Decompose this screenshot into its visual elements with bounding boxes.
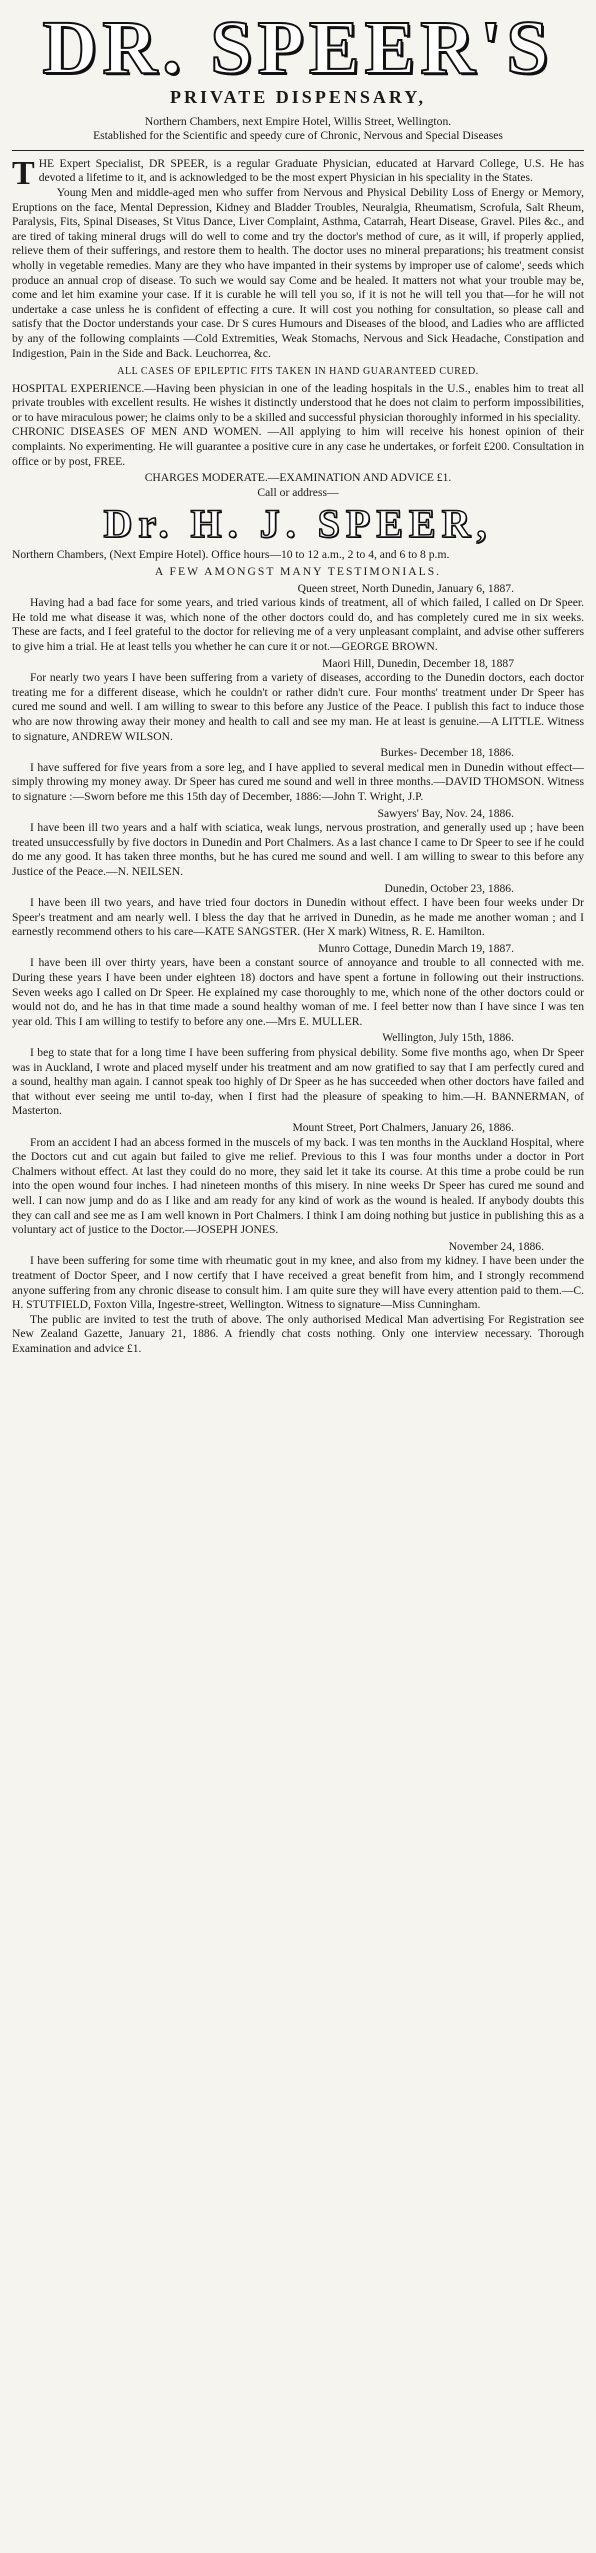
intro-paragraph: HE Expert Specialist, DR SPEER, is a regular Graduate Physician, educated at Harvard College, U.S. He has devoted a lifetime to it, and is acknowledged to be the most expert Physician in his speciality in the States. [38, 156, 584, 185]
closing-paragraph: The public are invited to test the truth of above. The only authorised Medical Man advertising For Registration see New Zealand Gazette, January 21, 1886. A friendly chat costs nothing. Only one interview necessary. Thorough Examination and advice £1. [12, 1312, 584, 1355]
doctor-name: Dr. H. J. SPEER, [103, 501, 493, 547]
testimonial-text: I have been ill two years, and have tried four doctors in Dunedin without effect. I have been four weeks under Dr Speer's treatment and am nearly well. I bless the day that he arrived in Dunedin, as he made me another woman ; and I earnestly recommend others to his care—KATE SANGSTER. (Her X mark) Witness, R. E. Hamilton. [12, 896, 584, 939]
chronic-diseases: CHRONIC DISEASES OF MEN AND WOMEN. —All applying to him will receive his honest opinion of their complaints. No experimenting. He will guarantee a positive cure in any case he undertakes, or forfeit £200. Consultation in office or by post, FREE. [12, 425, 584, 468]
address-line-1: Northern Chambers, next Empire Hotel, Willis Street, Wellington. [144, 114, 452, 128]
testimonial-dateline: Mount Street, Port Chalmers, January 26, 1886. [292, 1121, 514, 1134]
testimonial-dateline: Wellington, July 15th, 1886. [382, 1031, 514, 1045]
epileptic-note: ALL CASES OF EPILEPTIC FITS TAKEN IN HAND GUARANTEED CURED. [117, 366, 479, 378]
intro-section [12, 154, 584, 361]
hospital-experience: HOSPITAL EXPERIENCE.—Having been physician in one of the leading hospitals in the U.S., enables him to treat all private troubles with excellent results. He wishes it distinctly understood that he does not claim to perform impossibilities, or to have miraculous power; he claims only to be a skilled and successful physician thoroughly informed in his speciality. [12, 381, 584, 424]
testimonials-heading: A FEW AMONGST MANY TESTIMONIALS. [154, 565, 442, 579]
call-or-address: Call or address— [257, 485, 339, 499]
office-hours: Northern Chambers, (Next Empire Hotel). Office hours—10 to 12 a.m., 2 to 4, and 6 to 8 p.m. [12, 548, 450, 562]
drop-cap: T [12, 154, 35, 192]
testimonial-dateline: Burkes- December 18, 1886. [380, 746, 514, 760]
advert-subtitle: PRIVATE DISPENSARY, [169, 87, 427, 107]
testimonial-text: I have been suffering for some time with rheumatic gout in my knee, and also from my kidney. I have been under the treatment of Doctor Speer, and I now certify that I have received a great benefit from him, and I strongly recommend anyone suffering from any chronic disease to consult him. I am quite sure they will have every attention paid to them.—C. H. STUTFIELD, Foxton Villa, Ingestre-street, Wellington. Witness to signature—Miss Cunningham. [12, 1254, 584, 1312]
testimonial-text: From an accident I had an abcess formed in the muscels of my back. I was ten months in the Auckland Hospital, where the Doctors cut and cut again but failed to give me relief. Previous to this I was four months under a doctor in Port Chalmers without effect. At last they could do no more, they said let it take its course. At this time a probe could be run into the open wound four inches. I had nineteen months of this misery. In nine weeks Dr Speer has cured me sound and well. I can now jump and do as I like and am ready for any kind of work as the wound is healed. If anybody doubts this they can call and see me as I am well known in Port Chalmers. I think I am doing nothing but justice in publishing this as a voluntary act of justice to the Doctor.—JOSEPH JONES. [12, 1135, 584, 1237]
address-line-2: Established for the Scientific and speedy cure of Chronic, Nervous and Special Diseases [93, 129, 503, 143]
testimonial-dateline: Queen street, North Dunedin, January 6, 1887. [297, 581, 514, 595]
divider-rule [12, 150, 584, 151]
testimonial-dateline: Munro Cottage, Dunedin March 19, 1887. [318, 941, 514, 955]
testimonial-text: I have been ill two years and a half with sciatica, weak lungs, nervous prostration, and generally used up ; have been treated unsuccessfully by five doctors in Dunedin and Port Chalmers. As a last chance I came to Dr Speer to see if he could do me any good. It has taken three months, but he has cured me sound and well. I am willing to swear to this before any Justice of the Peace.—N. NEILSEN. [12, 821, 584, 878]
testimonial-dateline: November 24, 1886. [448, 1239, 544, 1253]
charges-line: CHARGES MODERATE.—EXAMINATION AND ADVICE £1. [144, 471, 452, 485]
testimonial-text: I have been ill over thirty years, have been a constant source of annoyance and trouble to all connected with me. During these years I have been under eighteen 18) doctors and have spent a fortune in following out their instructions. Seven weeks ago I called on Dr Speer. He explained my case thoroughly to me, which none of the other doctors could or would not do, and he has in that time made a sound healthy woman of me. I feel better now than I have since I was ten year old. This I am willing to testify to before any one.—Mrs E. MULLER. [12, 956, 584, 1028]
testimonial-dateline: Maori Hill, Dunedin, December 18, 1887 [322, 656, 514, 670]
testimonial-text: I beg to state that for a long time I have been suffering from physical debility. Some five months ago, when Dr Speer was in Auckland, I wrote and placed myself under his treatment and am now gratified to say that I am perfectly cured and a sound, healthy man again. I cannot speak too highly of Dr Speer as he has succeeded when other doctors have failed and that without ever seeing me until to-day, when I first had the pleasure of speaking to him.—H. BANNERMAN, of Masterton. [12, 1046, 584, 1118]
testimonial-dateline: Sawyers' Bay, Nov. 24, 1886. [377, 806, 514, 820]
advert-title: DR. SPEER'S [42, 6, 554, 90]
testimonial-text: I have suffered for five years from a sore leg, and I have applied to several medical men in Dunedin without effect—simply throwing my money away. Dr Speer has cured me sound and well in three months.—DAVID THOMSON. Witness to signature :—Sworn before me this 15th day of December, 1886:—John T. Wright, J.P. [12, 760, 584, 803]
testimonial-text: For nearly two years I have been suffering from a variety of diseases, according to the Dunedin doctors, each doctor treating me for a different disease, which he couldn't or rather didn't cure. Four months' treatment under Dr Speer has cured me sound and well. I am willing to swear to this before any Justice of the Peace. I publish this fact to induce those who are now throwing away their money and health to call and see my man. He at least is genuine.—A LITTLE. Witness to signature, ANDREW WILSON. [12, 671, 584, 743]
conditions-paragraph: Young Men and middle-aged men who suffer from Nervous and Physical Debility Loss of Energy or Memory, Eruptions on the face, Mental Depression, Kidney and Bladder Troubles, Neuralgia, Rheumatism, Scrofula, Salt Rheum, Paralysis, Fits, Spinal Diseases, St Vitus Dance, Liver Complaint, Asthma, Catarrah, Heart Disease, Gravel. Piles &c., and are tired of taking mineral drugs will do well to come and try the doctor's method of cure, as it will, if properly applied, relieve them of their sufferings, and restore them to health. The doctor uses no mineral preparations; his treatment consist wholly in vegetable remedies. Many are they who have impanted in their systems by improper use of calome', seeds which produce an annual crop of disease. To such we would say Come and be healed. It matters not what your trouble may be, come and let him examine your case. If it is curable he will tell you so, if it is not he will tell you that—for he will not undertake a case unless he is confident of effecting a cure. It will cost you nothing for consultation, so please call and satisfy that the Doctor understands your case. Dr S cures Humours and Diseases of the blood, and Ladies who are afflicted by any of the following complaints —Cold Extremities, Weak Stomachs, Nervous and Sick Headache, Constipation and Indigestion, Pain in the Side and Back. Leuchorrea, &c. [12, 185, 584, 360]
testimonial-text: Having had a bad face for some years, and tried various kinds of treatment, all of which failed, I called on Dr Speer. He told me what disease it was, which none of the other doctors could do, and has completely cured me in six weeks. These are facts, and I feel grateful to the doctor for relieving me of a very unpleasant complaint, and advise other sufferers to give him a trial. He at least tells you whether he can cure it or not.—GEORGE BROWN. [12, 596, 584, 653]
testimonial-dateline: Dunedin, October 23, 1886. [384, 881, 514, 895]
testimonial-list [12, 582, 584, 1313]
